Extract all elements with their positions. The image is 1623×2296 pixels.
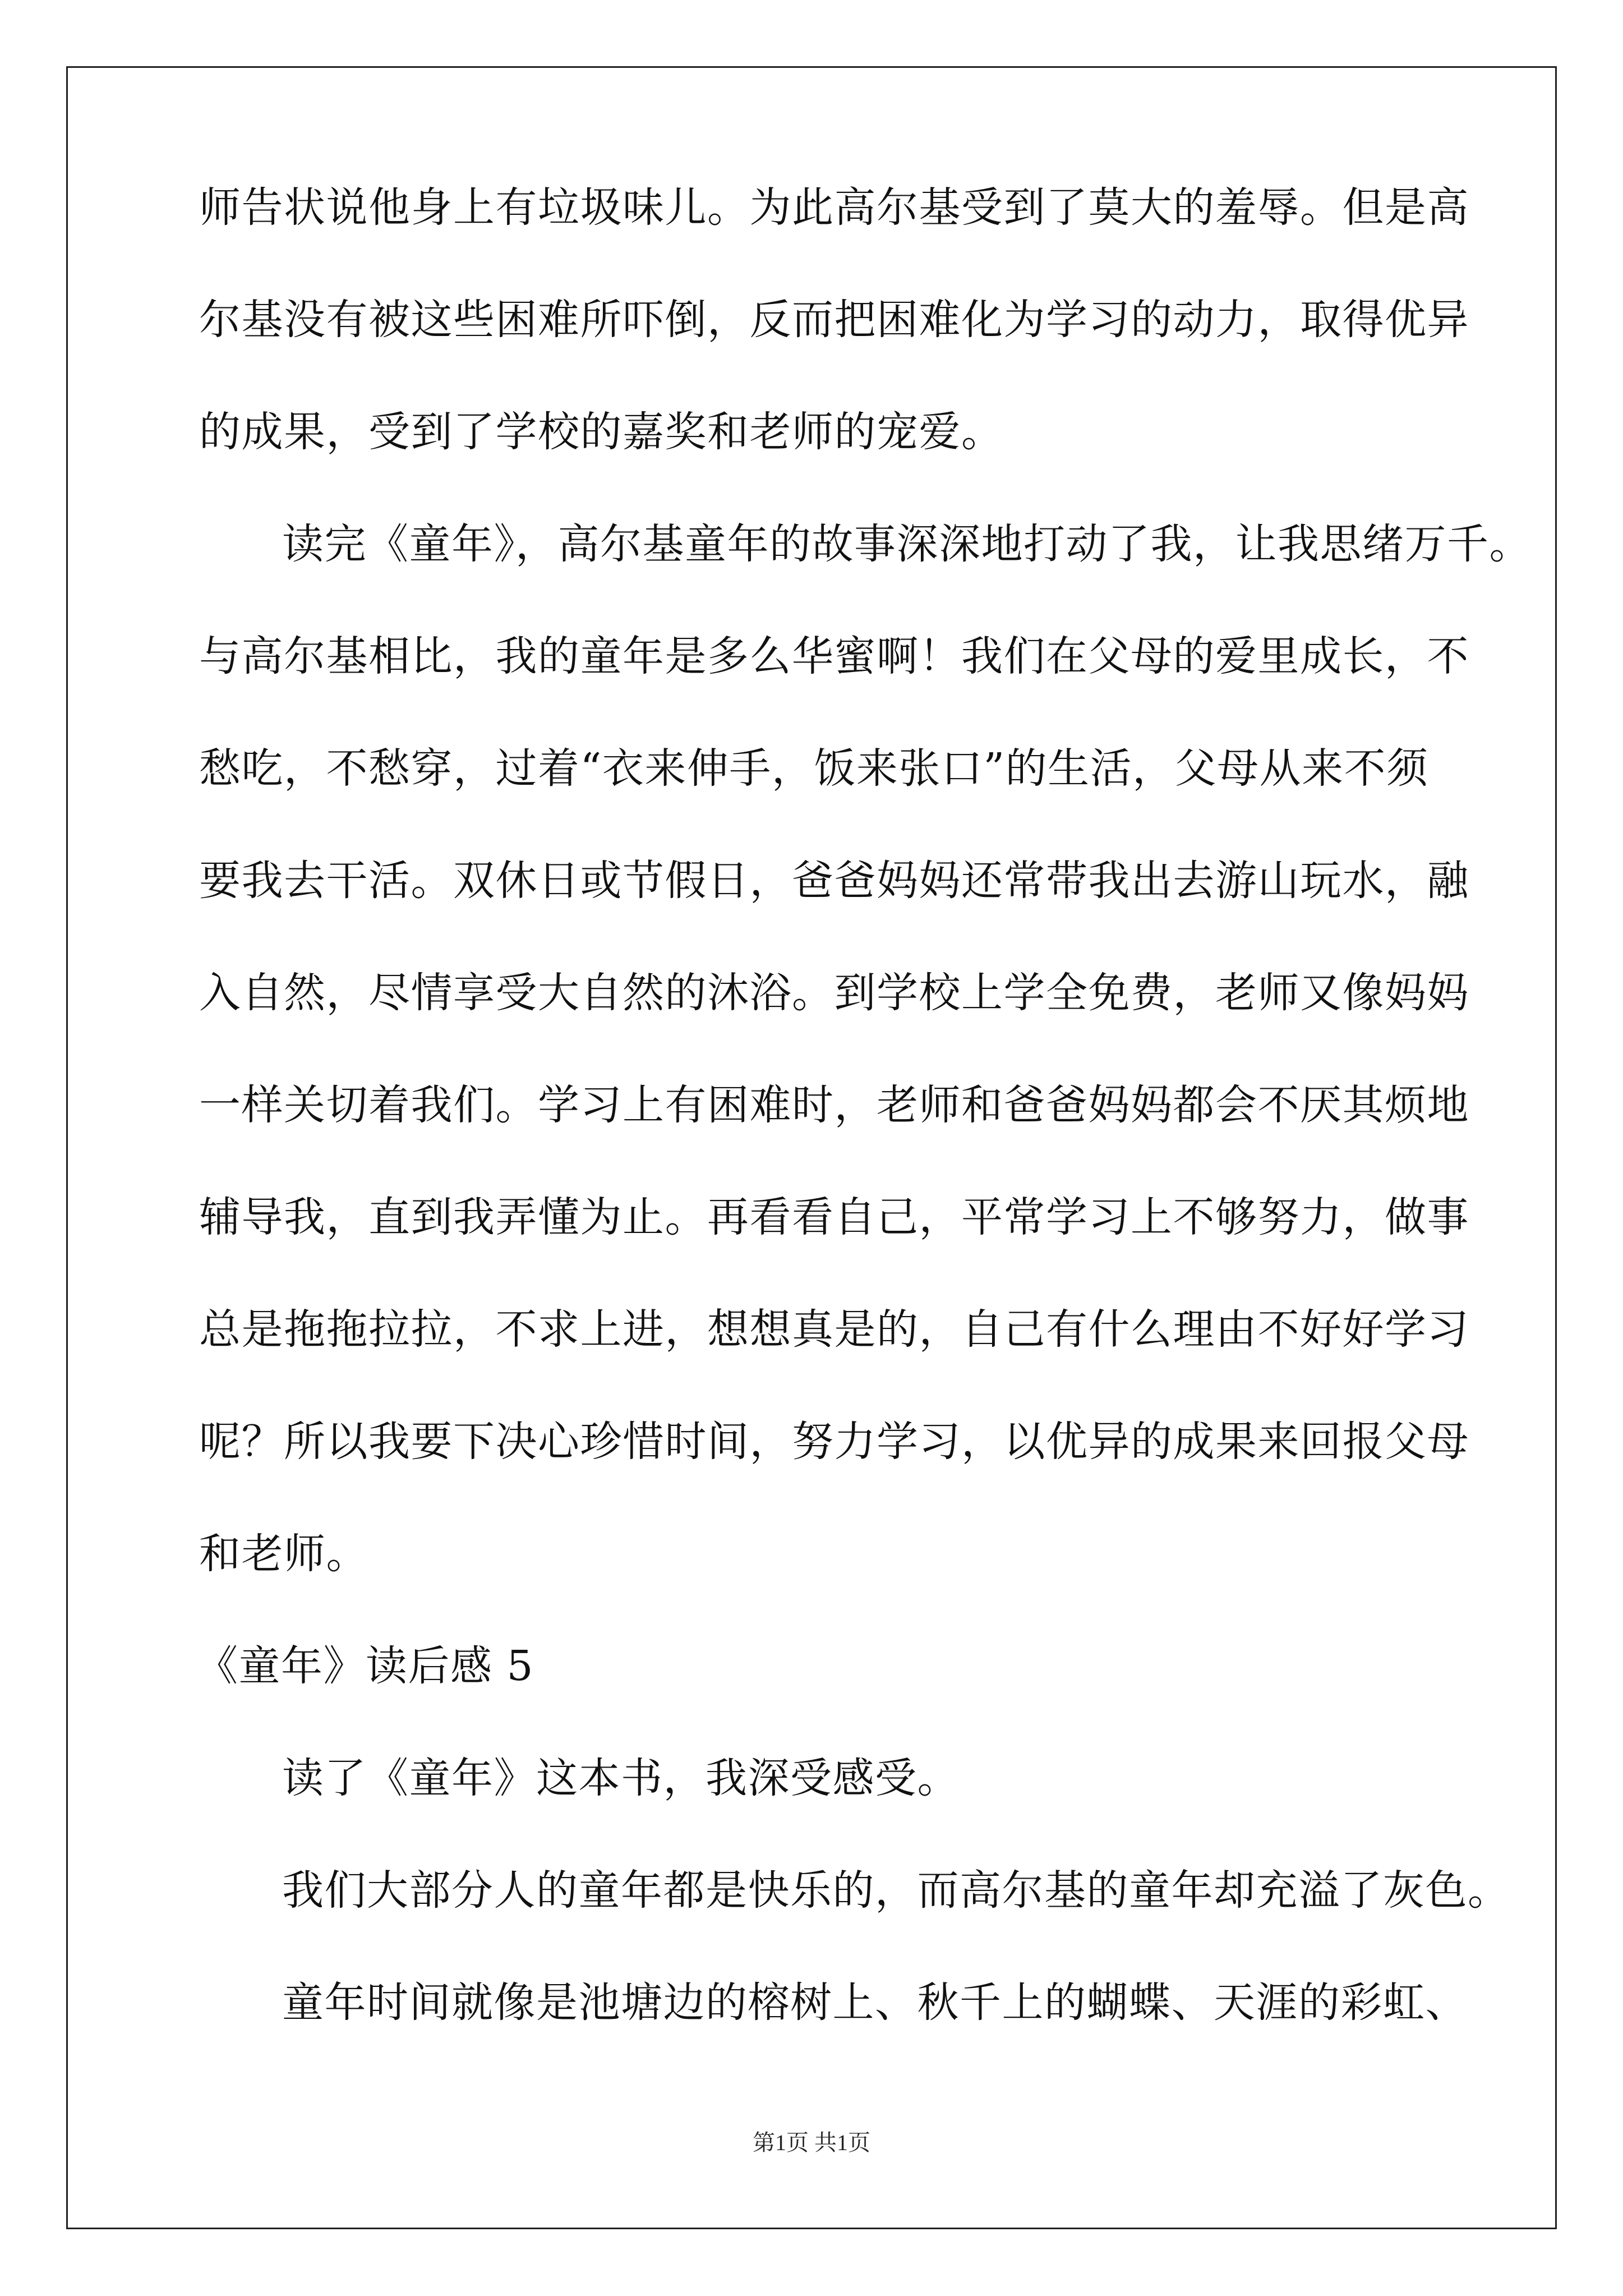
paragraph-start-line: 我们大部分人的童年都是快乐的，而高尔基的童年却充溢了灰色。 (282, 1866, 1510, 1915)
paragraph-start-line: 童年时间就像是池塘边的榕树上、秋千上的蝴蝶、天涯的彩虹、 (282, 1978, 1468, 2027)
paragraph-start-line: 读完《童年》，高尔基童年的故事深深地打动了我，让我思绪万千。 (282, 520, 1532, 568)
text-line: 和老师。 (199, 1530, 368, 1578)
paragraph-start-line: 读了《童年》这本书，我深受感受。 (282, 1754, 960, 1802)
text-line: 呢？所以我要下决心珍惜时间，努力学习，以优异的成果来回报父母 (199, 1418, 1469, 1466)
text-line: 师告状说他身上有垃圾味儿。为此高尔基受到了莫大的羞辱。但是高 (199, 183, 1469, 232)
text-line: 尔基没有被这些困难所吓倒，反而把困难化为学习的动力，取得优异 (199, 296, 1469, 344)
section-heading: 《童年》读后感 5 (196, 1642, 534, 1690)
text-line: 的成果，受到了学校的嘉奖和老师的宠爱。 (199, 408, 1004, 456)
text-line: 辅导我，直到我弄懂为止。再看看自己，平常学习上不够努力，做事 (199, 1193, 1469, 1241)
text-line: 愁吃，不愁穿，过着“衣来伸手，饭来张口”的生活，父母从来不须 (199, 744, 1429, 793)
text-line: 与高尔基相比，我的童年是多么华蜜啊！我们在父母的爱里成长，不 (199, 632, 1469, 680)
text-line: 总是拖拖拉拉，不求上进，想想真是的，自己有什么理由不好好学习 (199, 1305, 1469, 1354)
text-line: 一样关切着我们。学习上有困难时，老师和爸爸妈妈都会不厌其烦地 (199, 1081, 1469, 1129)
text-line: 要我去干活。双休日或节假日，爸爸妈妈还常带我出去游山玩水，融 (199, 857, 1469, 905)
text-line: 入自然，尽情享受大自然的沐浴。到学校上学全免费，老师又像妈妈 (199, 969, 1469, 1017)
page-footer: 第1页 共1页 (753, 2130, 870, 2155)
